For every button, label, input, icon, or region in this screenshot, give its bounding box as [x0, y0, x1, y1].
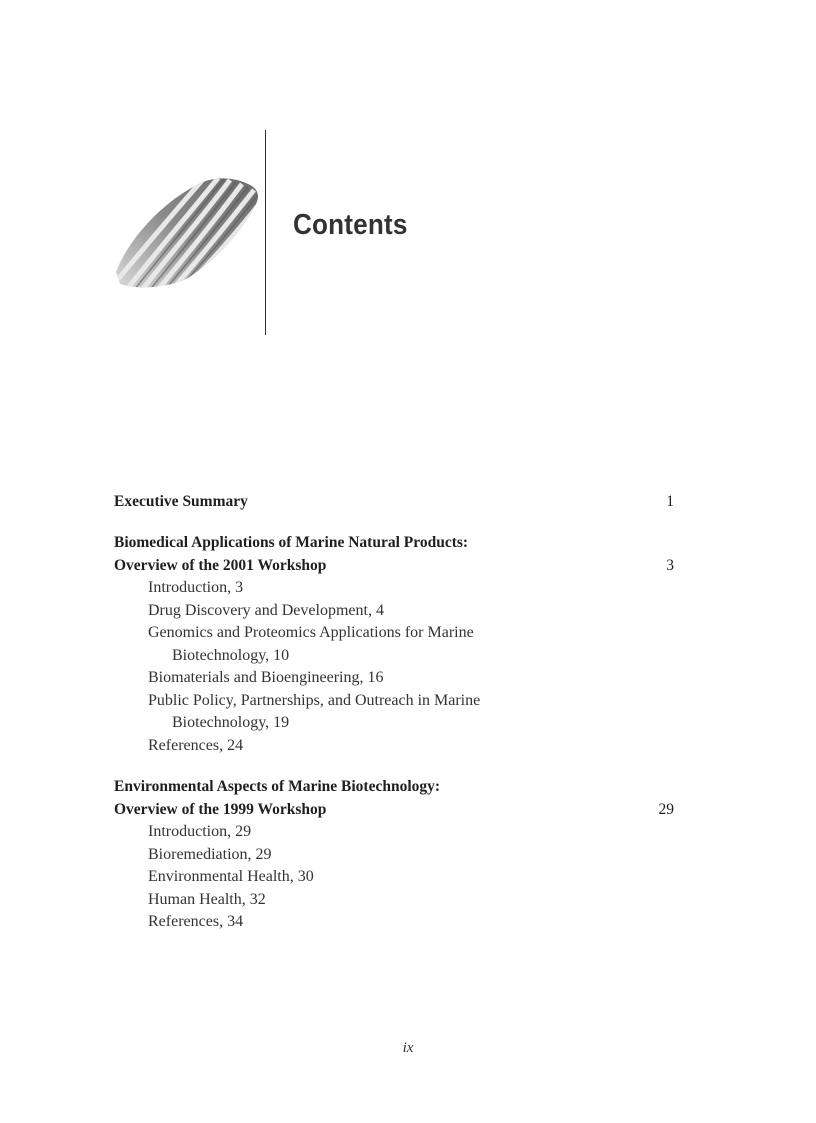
toc-subentry[interactable]: [114, 622, 674, 667]
toc-subentry[interactable]: References, 24: [148, 736, 244, 754]
toc-entry-heading-line[interactable]: [114, 775, 674, 798]
toc-subentry[interactable]: Introduction, 29: [148, 823, 252, 840]
toc-entry-heading[interactable]: [114, 490, 674, 513]
toc-subentry[interactable]: [114, 690, 674, 735]
page-title: Contents: [293, 209, 408, 241]
toc-subentry[interactable]: References, 34: [148, 913, 244, 930]
toc-entry-heading-line[interactable]: [114, 531, 674, 554]
toc-subentry-text: Genomics and Proteomics Applications for Marine: [148, 624, 474, 641]
cone-shell-illustration: [108, 160, 268, 300]
toc-subentry[interactable]: Introduction, 3: [148, 579, 244, 596]
toc-entry-page: 3: [666, 557, 674, 574]
toc-subentry[interactable]: Drug Discovery and Development, 4: [148, 601, 384, 619]
page-number: ix: [402, 1040, 414, 1056]
toc-section: [114, 490, 674, 513]
toc-entry-heading-line[interactable]: [114, 554, 674, 577]
toc-entry-page: 29: [658, 801, 674, 818]
toc-section: [114, 775, 674, 934]
toc-entry-page: 1: [666, 493, 674, 510]
toc-subentry[interactable]: Biomaterials and Bioengineering, 16: [148, 669, 384, 686]
toc-subentry-text: Public Policy, Partnerships, and Outreach in Marine: [148, 691, 481, 709]
toc-section: [114, 531, 674, 757]
toc-entry-title: Overview of the 2001 Workshop: [114, 557, 327, 574]
toc-entry-title: Overview of the 1999 Workshop: [114, 801, 327, 818]
toc-subentry-continuation: Biotechnology, 10: [172, 646, 290, 664]
toc-subentry[interactable]: Human Health, 32: [148, 890, 266, 908]
toc-subentry-continuation: Biotechnology, 19: [172, 714, 290, 731]
table-of-contents: [114, 490, 674, 952]
toc-entry-heading-line[interactable]: [114, 798, 674, 821]
toc-subentry[interactable]: Bioremediation, 29: [148, 845, 272, 863]
toc-entry-title: Executive Summary: [114, 493, 248, 510]
toc-entry-title: Environmental Aspects of Marine Biotechnology:: [114, 778, 441, 795]
toc-entry-title: Biomedical Applications of Marine Natural Products:: [114, 534, 469, 551]
vertical-divider: [265, 130, 266, 335]
toc-subentry[interactable]: Environmental Health, 30: [148, 868, 314, 885]
